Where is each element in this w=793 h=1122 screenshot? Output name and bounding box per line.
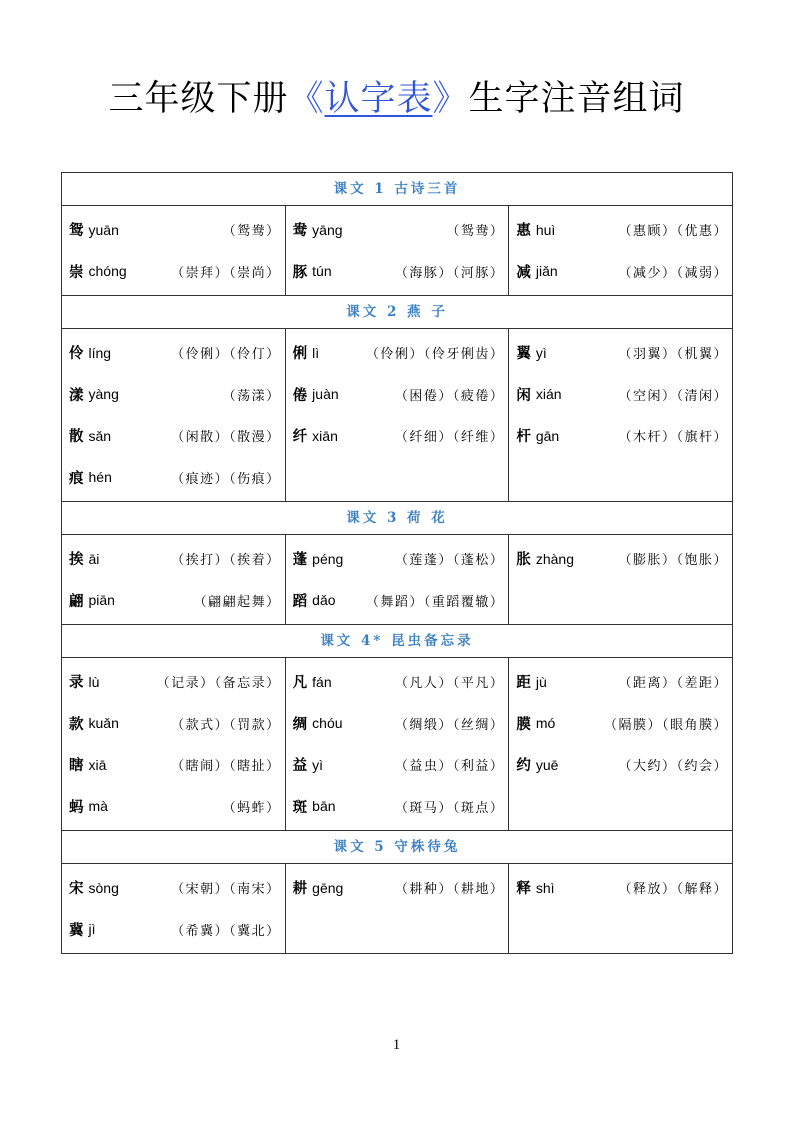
character-entry [62,374,285,416]
character-entry [286,786,509,828]
lesson-column [508,329,732,501]
lesson-heading: 课文 1 古诗三首 [62,173,732,206]
character: 翼 [516,345,531,363]
character-entry [286,415,509,457]
character-entry [286,374,509,416]
lesson-column [508,864,732,953]
character: 耕 [292,880,308,898]
lesson-column [285,206,509,295]
character: 鸳 [69,222,84,240]
character: 杆 [516,428,531,446]
lesson-column [62,206,285,295]
word-group: （伶俐）（伶仃） [171,347,281,363]
lesson-column [285,535,509,624]
pinyin: jiǎn [535,263,558,280]
pinyin: xiā [88,756,107,773]
word-group: （大约）（约会） [618,759,729,775]
word-group: （崇拜）（崇尚） [171,265,281,281]
pinyin: péng [312,550,344,567]
word-group: （莲蓬）（蓬松） [394,553,505,569]
pinyin: yàng [88,386,119,403]
lesson-column [285,658,509,830]
character: 凡 [292,674,308,692]
word-group: （闲散）（散漫） [171,430,281,446]
title-open-bracket: 《 [288,79,325,119]
lesson-body [62,864,732,953]
lesson-section [62,173,732,296]
character-entry [286,867,509,909]
word-group: （距离）（差距） [618,676,729,692]
character: 俐 [292,345,308,363]
pinyin: xiān [312,427,338,444]
lesson-heading: 课文 5 守株待兔 [62,831,732,864]
pinyin: tún [312,263,332,280]
character: 挨 [69,551,84,569]
pinyin: chóu [312,715,343,732]
title-close-bracket: 》 [432,79,469,119]
pinyin: jì [88,921,96,938]
word-group: （宋朝）（南宋） [171,882,281,898]
pinyin: fán [312,673,332,690]
pinyin: chóng [88,263,127,280]
lesson-column [62,329,285,501]
character: 款 [69,715,84,733]
character: 蹈 [292,592,308,610]
word-group: （木杆）（旗杆） [618,430,729,446]
word-group: （困倦）（疲倦） [394,388,505,404]
lesson-column [508,535,732,624]
character-entry [62,786,285,828]
pinyin: yì [535,344,547,361]
lesson-column [285,329,509,501]
lesson-heading: 课文 3 荷 花 [62,502,732,535]
character: 崇 [69,263,84,281]
character: 约 [516,757,531,775]
word-group: （伶俐）（伶牙俐齿） [365,347,505,363]
pinyin: sǎn [88,427,112,444]
character: 惠 [516,222,531,240]
character: 胀 [516,551,531,569]
character-entry [62,661,285,703]
word-group: （耕种）（耕地） [394,882,505,898]
pinyin: yì [312,756,324,773]
word-group: （减少）（减弱） [618,265,729,281]
character-entry [509,251,732,293]
lesson-column [62,864,285,953]
character-entry [509,332,732,374]
title-suffix: 生字注音组词 [468,79,685,119]
lesson-section [62,296,732,502]
character: 纤 [292,428,308,446]
word-group: （膨胀）（饱胀） [618,553,729,569]
character: 益 [292,757,308,775]
character: 翩 [69,592,84,610]
word-group: （蚂蚱） [222,800,281,816]
character-entry [286,209,509,251]
character: 释 [516,880,531,898]
word-group: （记录）（备忘录） [156,676,281,692]
word-group: （鸳鸯） [446,224,505,240]
pinyin: gēng [312,879,344,896]
pinyin: shì [535,879,555,896]
word-group: （斑马）（斑点） [394,800,505,816]
pinyin: líng [88,344,112,361]
lesson-body [62,206,732,296]
word-group: （翩翩起舞） [193,594,281,610]
character-entry [286,703,509,745]
word-group: （痕迹）（伤痕） [171,471,281,487]
lesson-column [508,206,732,295]
pinyin: lì [312,344,320,361]
word-group: （海豚）（河豚） [394,265,505,281]
pinyin: gān [535,427,560,444]
word-group: （惠顾）（优惠） [618,224,729,240]
lesson-column [508,658,732,830]
character-entry [509,415,732,457]
character: 倦 [292,386,308,404]
pinyin: zhàng [535,550,574,567]
character-entry [62,538,285,580]
lesson-section [62,502,732,625]
character: 蚂 [69,798,84,816]
character-entry [286,580,509,622]
word-group: （舞蹈）（重蹈覆辙） [365,594,505,610]
pinyin: mó [535,715,556,732]
character-entry [509,867,732,909]
pinyin: xián [535,386,562,403]
character: 录 [69,674,84,692]
pinyin: hén [88,469,112,486]
lesson-section [62,625,732,831]
character-entry [509,209,732,251]
pinyin: jù [535,673,547,690]
word-group: （瞎闹）（瞎扯） [171,759,281,775]
pinyin: lù [88,673,100,690]
title-highlight-text: 认字表 [324,79,433,119]
pinyin: kuǎn [88,715,119,732]
character: 漾 [69,386,84,404]
pinyin: āi [88,550,100,567]
word-group: （绸缎）（丝绸） [394,717,505,733]
character-entry [286,538,509,580]
character-entry [509,374,732,416]
character-entry [286,744,509,786]
character: 伶 [69,345,84,363]
word-group: （益虫）（利益） [394,759,505,775]
character: 鸯 [292,222,308,240]
character-entry [62,251,285,293]
lesson-heading: 课文 4* 昆虫备忘录 [62,625,732,658]
character: 冀 [69,921,84,939]
word-group: （羽翼）（机翼） [618,347,729,363]
character: 斑 [292,798,308,816]
character-entry [286,332,509,374]
pinyin: dǎo [312,592,336,609]
character-entry [62,415,285,457]
word-group: （荡漾） [222,388,281,404]
lesson-heading: 课文 2 燕 子 [62,296,732,329]
character-entry [62,703,285,745]
character-entry [62,332,285,374]
title-highlight [288,79,468,119]
lesson-column [285,864,509,953]
word-group: （鸳鸯） [222,224,281,240]
vocabulary-table [61,172,733,954]
pinyin: yuē [535,756,559,773]
pinyin: piān [88,592,115,609]
character-entry [62,209,285,251]
character-entry [286,661,509,703]
lesson-body [62,658,732,831]
word-group: （隔膜）（眼角膜） [604,717,729,733]
lesson-column [62,658,285,830]
character: 痕 [69,469,84,487]
character-entry [62,457,285,499]
character-entry [62,580,285,622]
lesson-body [62,535,732,625]
character: 绸 [292,715,308,733]
character: 散 [69,428,84,446]
character-entry [509,661,732,703]
character: 豚 [292,263,308,281]
character-entry [62,744,285,786]
word-group: （希冀）（冀北） [171,923,281,939]
character-entry [62,867,285,909]
character: 瞎 [69,757,84,775]
character-entry [286,251,509,293]
page-number: 1 [392,1037,401,1053]
character: 减 [516,263,531,281]
character-entry [509,538,732,580]
character-entry [62,909,285,951]
pinyin: huì [535,221,556,238]
page-title [0,76,793,122]
word-group: （挨打）（挨着） [171,553,281,569]
word-group: （款式）（罚款） [171,717,281,733]
pinyin: sòng [88,879,119,896]
character-entry [509,703,732,745]
lesson-section [62,831,732,953]
word-group: （纤细）（纤维） [394,430,505,446]
pinyin: mà [88,798,108,815]
lesson-body [62,329,732,502]
pinyin: bān [312,798,336,815]
character: 膜 [516,715,531,733]
word-group: （空闲）（清闲） [618,388,729,404]
lesson-column [62,535,285,624]
word-group: （释放）（解释） [618,882,729,898]
word-group: （凡人）（平凡） [394,676,505,692]
title-prefix: 三年级下册 [108,79,289,119]
character: 宋 [69,880,84,898]
character: 蓬 [292,551,308,569]
character: 距 [516,674,531,692]
pinyin: yuān [88,221,119,238]
character: 闲 [516,386,531,404]
pinyin: yāng [312,221,343,238]
character-entry [509,744,732,786]
pinyin: juàn [312,386,339,403]
